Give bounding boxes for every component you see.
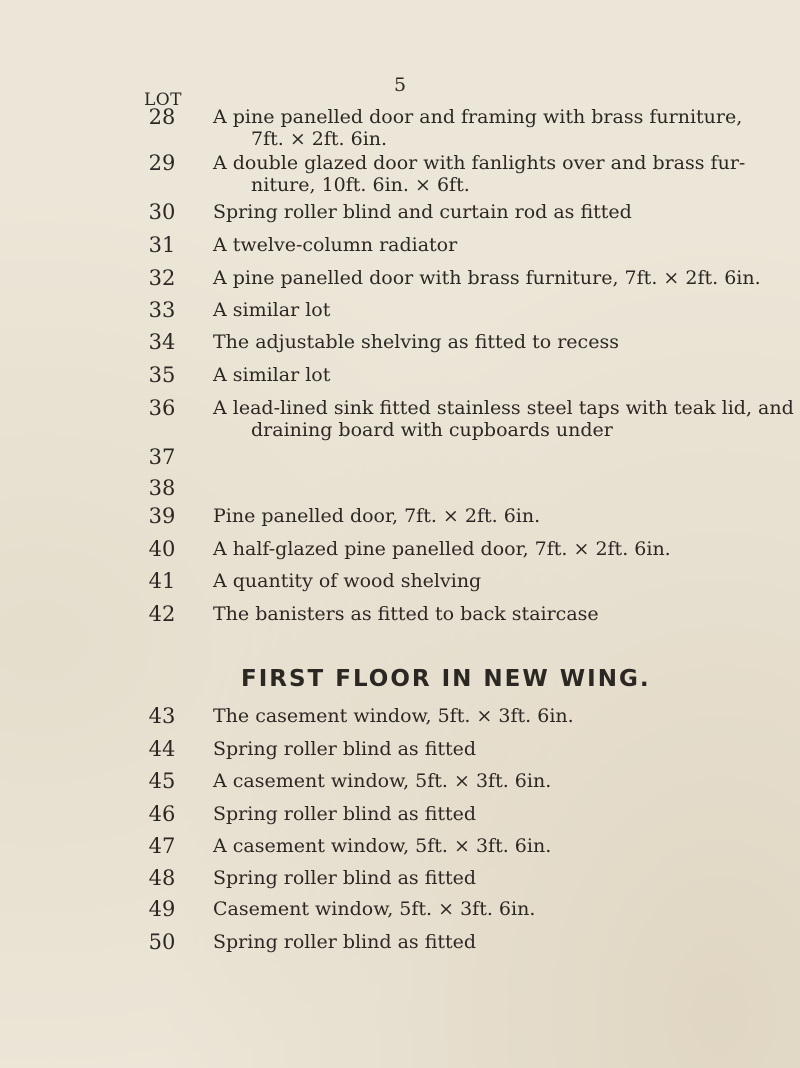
lot-description	[213, 835, 633, 857]
section-heading: FIRST FLOOR IN NEW WING.	[241, 666, 651, 692]
lot-description	[213, 331, 633, 353]
lot-description	[213, 106, 743, 150]
lot-number: 42	[148, 602, 176, 626]
lot-description	[213, 152, 746, 196]
lot-description	[213, 770, 633, 792]
lot-number: 35	[148, 363, 176, 387]
lot-number: 31	[148, 233, 176, 257]
lot-number: 33	[148, 298, 176, 322]
lot-number: 32	[148, 266, 176, 290]
lot-number: 38	[148, 476, 176, 500]
lot-description	[213, 397, 794, 441]
description-line: 7ft. × 2ft. 6in.	[251, 128, 388, 150]
lot-description	[213, 705, 633, 727]
description-line: A pine panelled door with brass furniture, 7ft. × 2ft. 6in.	[213, 267, 761, 289]
lot-number: 48	[148, 866, 176, 890]
description-line: Spring roller blind as fitted	[213, 738, 477, 760]
description-line: draining board with cupboards under	[251, 419, 613, 441]
description-line: A half-glazed pine panelled door, 7ft. × 2ft. 6in.	[213, 538, 671, 560]
lot-number: 43	[148, 704, 176, 728]
description-line: A quantity of wood shelving	[213, 570, 482, 592]
lot-number: 34	[148, 330, 176, 354]
lot-description	[213, 603, 633, 625]
lot-column-header: LOT	[143, 90, 183, 110]
lot-description	[213, 803, 633, 825]
description-line: The casement window, 5ft. × 3ft. 6in.	[213, 705, 574, 727]
description-line: A double glazed door with fanlights over and brass fur-	[213, 152, 746, 174]
lot-number: 46	[148, 802, 176, 826]
description-line: niture, 10ft. 6in. × 6ft.	[251, 174, 470, 196]
lot-description	[213, 538, 671, 560]
description-line: Spring roller blind as fitted	[213, 803, 477, 825]
lot-number: 41	[148, 569, 176, 593]
lot-number: 49	[148, 897, 176, 921]
lot-number: 28	[148, 105, 176, 129]
description-line: A pine panelled door and framing with brass furniture,	[213, 106, 743, 128]
description-line: A similar lot	[213, 364, 331, 386]
lot-description	[213, 738, 633, 760]
lot-description	[213, 364, 633, 386]
description-line: The adjustable shelving as fitted to recess	[213, 331, 619, 353]
description-line: A lead-lined sink fitted stainless steel taps with teak lid, and	[213, 397, 794, 419]
lot-number: 36	[148, 396, 176, 420]
description-line: A casement window, 5ft. × 3ft. 6in.	[213, 770, 552, 792]
description-line: Spring roller blind as fitted	[213, 867, 477, 889]
lot-number: 40	[148, 537, 176, 561]
lot-description	[213, 570, 633, 592]
page-number: 5	[393, 74, 407, 96]
lot-description	[213, 931, 633, 953]
description-line: The banisters as fitted to back staircase	[213, 603, 599, 625]
lot-description	[213, 267, 761, 289]
lot-description	[213, 234, 633, 256]
lot-number: 47	[148, 834, 176, 858]
lot-number: 30	[148, 200, 176, 224]
lot-number: 45	[148, 769, 176, 793]
description-line: Spring roller blind and curtain rod as fitted	[213, 201, 632, 223]
lot-description	[213, 867, 633, 889]
description-line: Pine panelled door, 7ft. × 2ft. 6in.	[213, 505, 541, 527]
description-line: A casement window, 5ft. × 3ft. 6in.	[213, 835, 552, 857]
description-line: A twelve-column radiator	[213, 234, 458, 256]
lot-number: 29	[148, 151, 176, 175]
description-line: A similar lot	[213, 299, 331, 321]
description-line: Casement window, 5ft. × 3ft. 6in.	[213, 898, 536, 920]
lot-description	[213, 201, 633, 223]
lot-number: 44	[148, 737, 176, 761]
lot-number: 39	[148, 504, 176, 528]
lot-description	[213, 299, 633, 321]
lot-number: 50	[148, 930, 176, 954]
lot-description	[213, 505, 633, 527]
lot-description	[213, 898, 633, 920]
description-line: Spring roller blind as fitted	[213, 931, 477, 953]
lot-number: 37	[148, 445, 176, 469]
